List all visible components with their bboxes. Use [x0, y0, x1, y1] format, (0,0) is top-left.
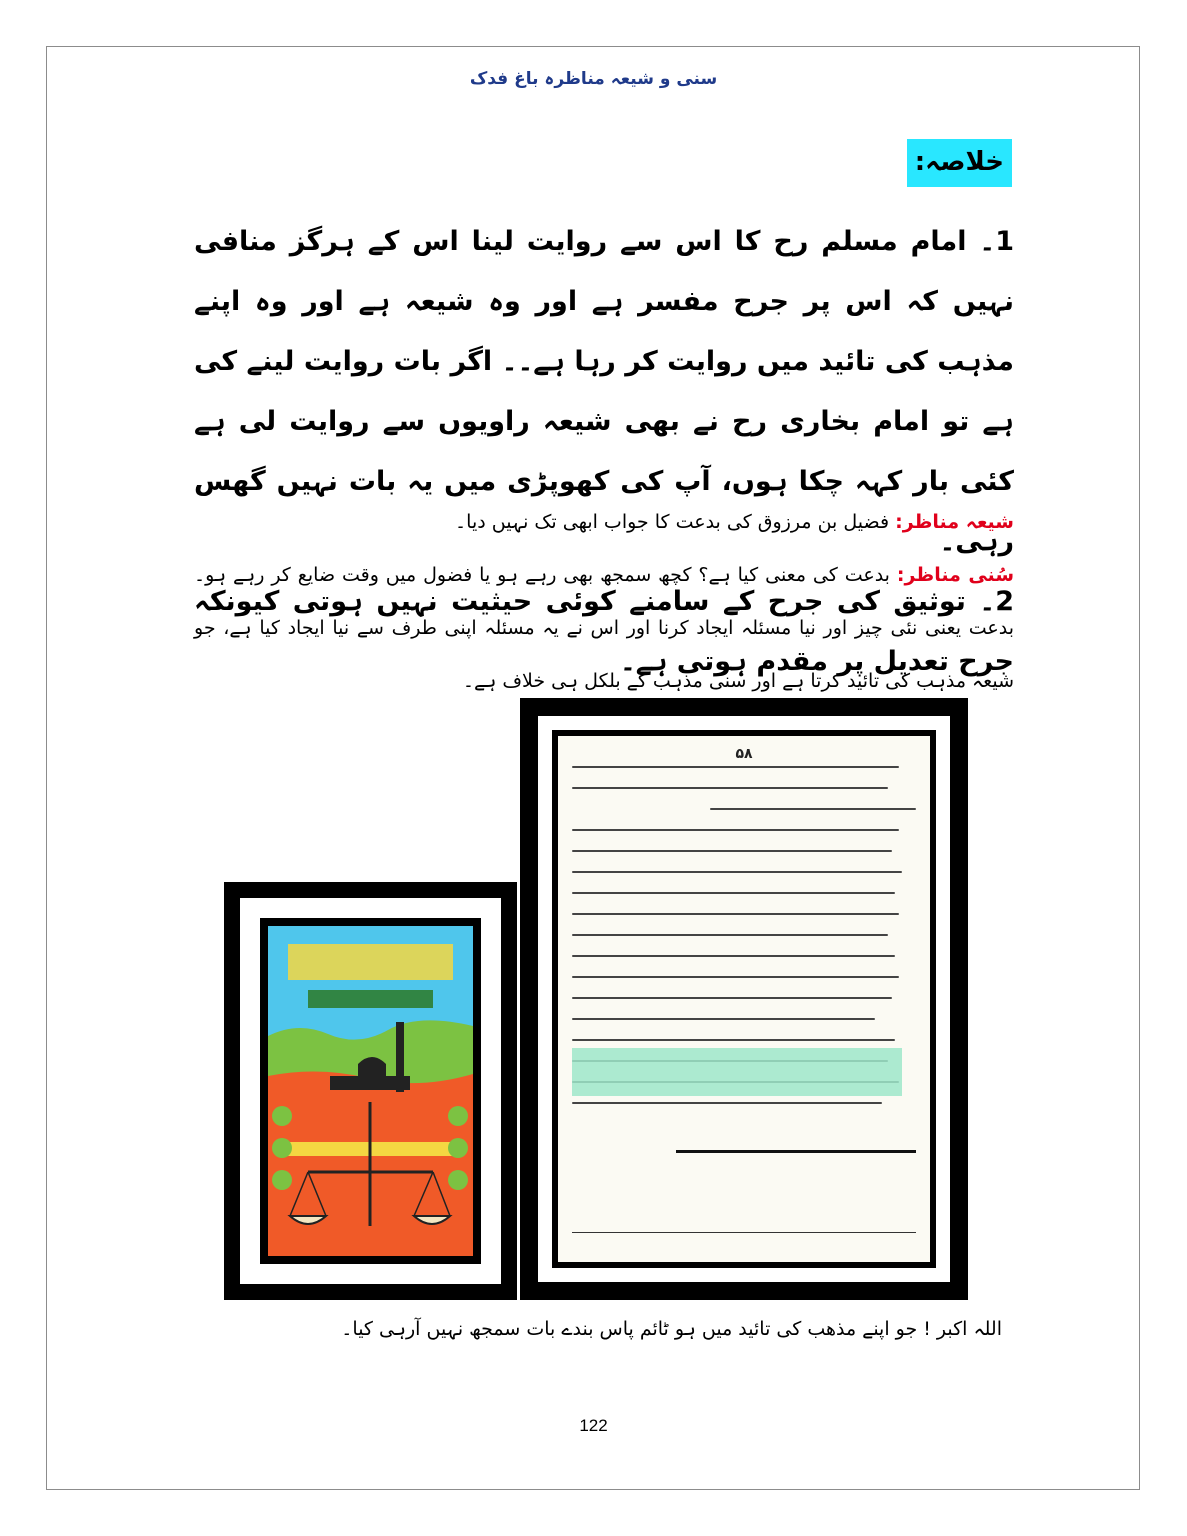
page-header-title: سنی و شیعہ مناظرہ باغ فدک	[469, 69, 718, 89]
scan-page-number: ۵۸	[735, 746, 753, 762]
speaker-shia: شیعہ مناظر:	[895, 511, 1014, 533]
debate-dialog	[194, 496, 1014, 708]
dialog-text-sunni: بدعت کی معنی کیا ہے؟ کچھ سمجھ بھی رہے ہو یا فضول میں وقت ضایع کر رہے ہو۔ بدعت یعنی نئی چیز اور نیا مسئلہ ایجاد کرنا اور اس نے یہ مسئلہ اپنی طرف سے نیا ایجاد کیا ہے، جو شیعہ مذہب کی تائید کرتا ہے اور سنی مذہب کے بلکل ہی خلاف ہے۔	[194, 564, 1014, 692]
dialog-line-sunni	[194, 549, 1014, 708]
book-cover-art	[268, 926, 473, 1256]
dialog-text-shia: فضیل بن مرزوق کی بدعت کا جواب ابھی تک نہیں دیا۔	[455, 511, 890, 533]
speaker-sunni: سُنی مناظر:	[896, 564, 1014, 586]
dialog-line-shia	[194, 496, 1014, 549]
scanned-page-image	[520, 698, 968, 1300]
scan-bold-line	[676, 1150, 916, 1153]
scan-highlight	[572, 1048, 902, 1096]
summary-heading: خلاصہ:	[907, 139, 1012, 187]
image-caption: اللہ اکبر ! جو اپنے مذھب کی تائید میں ہو ٹائم پاس بندے بات سمجھ نہیں آرہی کیا۔	[341, 1318, 1002, 1340]
summary-point-2: 2۔ توثیق کی جرح کے سامنے کوئی حیثیت نہیں ہوتی کیونکہ جرح تعدیل پر مقدم ہوتی ہے۔	[194, 586, 1014, 677]
page-number: 122	[579, 1416, 608, 1435]
summary-point-1: 1۔ امام مسلم رح کا اس سے روایت لینا اس کے ہرگز منافی نہیں کہ اس پر جرح مفسر ہے اور وہ شیعہ ہے اور وہ اپنے مذہب کی تائید میں روایت کر رہا ہے۔۔ اگر بات روایت لینے کی ہے تو امام بخاری رح نے بھی شیعہ راویوں سے روایت لی ہے کئی بار کہہ چکا ہوں، آپ کی کھوپڑی میں یہ بات نہیں گھس رہی۔	[194, 226, 1014, 557]
scan-footnote-rule	[572, 1232, 916, 1233]
book-cover-image	[224, 882, 517, 1300]
